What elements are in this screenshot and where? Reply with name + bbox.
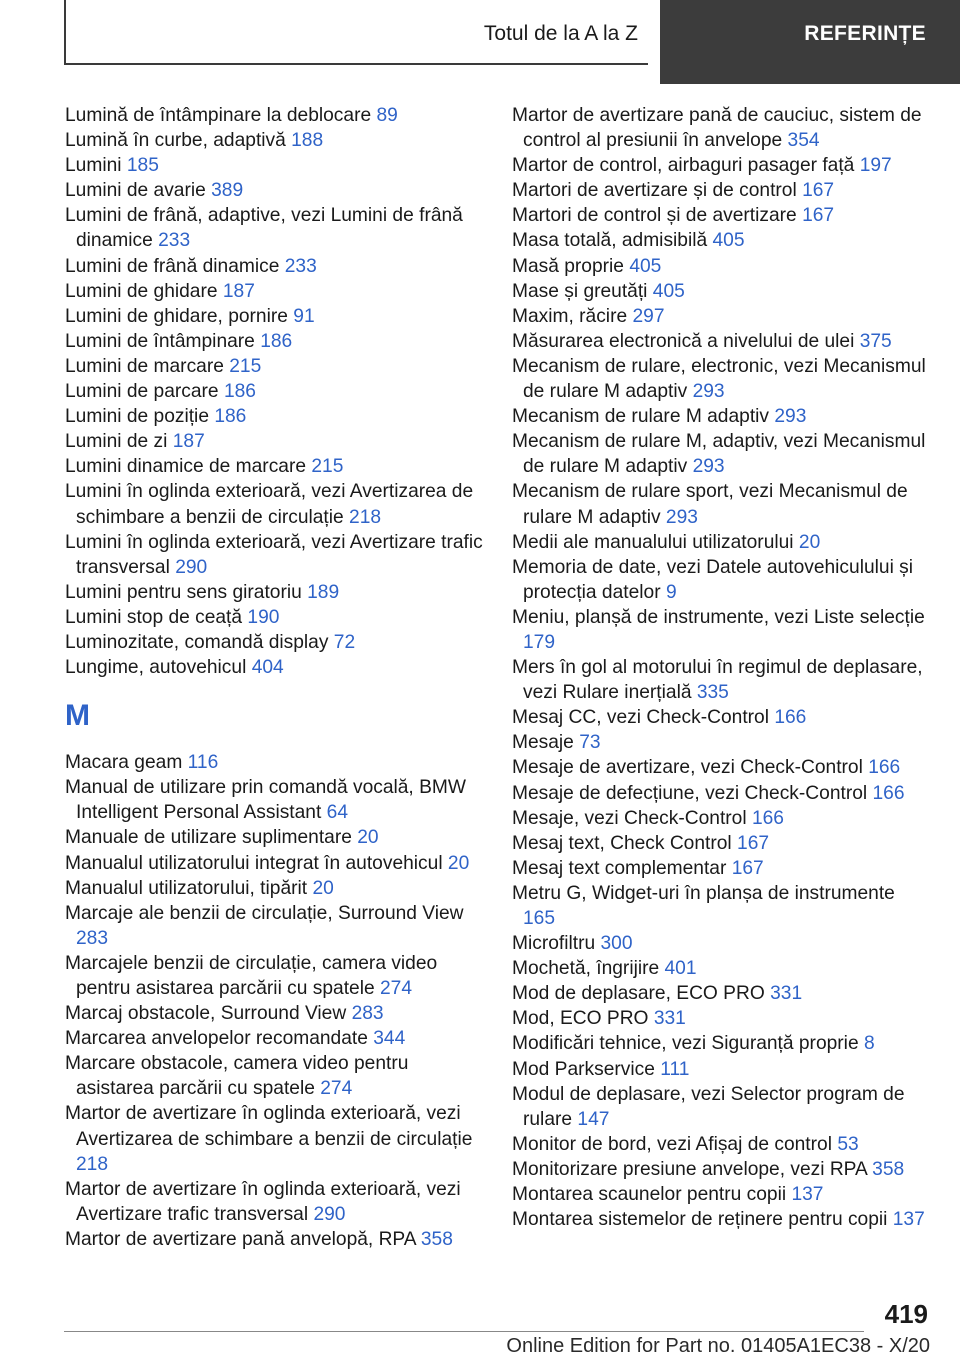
index-entry-page-link[interactable]: 73 [579, 732, 601, 754]
index-entry-page-link[interactable]: 91 [293, 305, 315, 327]
index-entry [65, 825, 485, 850]
header-chapter-label: REFERINȚE [804, 22, 926, 45]
index-entry-text: Masă proprie [512, 255, 624, 277]
index-entry [65, 1026, 485, 1051]
index-entry-page-link[interactable]: 111 [660, 1058, 690, 1080]
index-entry [65, 329, 485, 354]
index-entry [65, 775, 485, 825]
index-entry [512, 856, 932, 881]
index-entry-text: Mod Parkservice [512, 1058, 655, 1080]
index-entries-right [512, 103, 932, 1232]
index-entry [512, 279, 932, 304]
index-entry-text: Lumini de avarie [65, 180, 206, 202]
index-entry-text: Lumini în oglinda exterioară, vezi Avertizare trafic transversal [65, 531, 483, 578]
index-entry-page-link[interactable]: 137 [791, 1184, 824, 1206]
index-entry-text: Lumină de întâmpinare la deblocare [65, 105, 372, 126]
header-chapter-tab [660, 0, 960, 84]
index-entry-text: Mesaj CC, vezi Check-Control [512, 707, 769, 729]
index-entry-text: Manualul utilizatorului, tipărit [65, 877, 308, 899]
index-entry-text: Lumini dinamice de marcare [65, 456, 307, 478]
index-entry-page-link[interactable]: 358 [420, 1228, 453, 1250]
index-entry [65, 1227, 485, 1252]
index-entry [512, 831, 932, 856]
index-entry-text: Mase și greutăți [512, 280, 648, 302]
index-entry-page-link[interactable]: 405 [712, 230, 745, 252]
index-entry [65, 379, 485, 404]
index-entry [512, 304, 932, 329]
index-entry-text: Lumini stop de ceață [65, 606, 243, 628]
index-entry [65, 1177, 485, 1227]
index-entry [512, 1207, 932, 1232]
index-entry-page-link[interactable]: 167 [737, 832, 770, 854]
index-entry [512, 1157, 932, 1182]
index-entry [65, 951, 485, 1001]
index-entry [512, 1082, 932, 1132]
index-entry-page-link[interactable]: 166 [868, 757, 901, 779]
index-entry-page-link[interactable]: 331 [770, 983, 803, 1005]
index-entry-text: Martor de avertizare în oglinda exterioară, vezi Avertizare trafic transversal [65, 1178, 461, 1225]
index-entry [512, 1006, 932, 1031]
index-entry-page-link[interactable]: 274 [379, 978, 412, 999]
index-entry-text: Martor de avertizare în oglinda exterioară, vezi Avertizarea de schimbare a benzii de circulație [65, 1103, 473, 1150]
index-entry-page-link[interactable]: 233 [284, 255, 317, 277]
index-entry-page-link[interactable]: 9 [665, 581, 677, 603]
index-entry [512, 404, 932, 429]
index-entry-text: Montarea sistemelor de reținere pentru copii [512, 1209, 888, 1231]
index-entry-page-link[interactable]: 186 [260, 330, 293, 352]
index-entry [65, 580, 485, 605]
index-entry-text: Manualul utilizatorului integrat în autovehicul [65, 852, 443, 874]
index-entry-text: Lumini de ghidare, pornire [65, 305, 288, 327]
index-entry-page-link[interactable]: 300 [600, 933, 633, 955]
index-entry-page-link[interactable]: 344 [373, 1028, 406, 1050]
index-entry-text: Lumini de frână, adaptive, vezi Lumini de frână dinamice [65, 205, 463, 252]
index-entry [65, 479, 485, 529]
index-entry-page-link[interactable]: 167 [802, 180, 835, 202]
index-entry-text: Mesaje, vezi Check-Control [512, 807, 747, 829]
index-entry-page-link[interactable]: 283 [351, 1003, 384, 1025]
index-entry-text: Mesaj text, Check Control [512, 832, 732, 854]
index-entry-page-link[interactable]: 293 [665, 506, 698, 528]
index-entry-page-link[interactable]: 166 [774, 707, 807, 729]
index-entry-text: Microfiltru [512, 933, 596, 955]
index-entry-text: Marcaj obstacole, Surround View [65, 1003, 347, 1025]
index-entry [65, 279, 485, 304]
index-entry-text: Manual de utilizare prin comandă vocală, BMW Intelligent Personal Assistant [65, 777, 466, 824]
index-entry-page-link[interactable]: 72 [333, 631, 356, 653]
index-entry [512, 479, 932, 529]
index-entry-page-link[interactable]: 401 [664, 958, 697, 980]
index-entry [512, 555, 932, 605]
index-entry-page-link[interactable]: 167 [802, 205, 835, 227]
index-entry-text: Medii ale manualului utilizatorului [512, 531, 794, 553]
index-entry-page-link[interactable]: 405 [652, 280, 685, 302]
index-entry [65, 1101, 485, 1176]
index-entry-page-link[interactable]: 404 [251, 657, 284, 679]
index-entry-text: Mochetă, îngrijire [512, 958, 660, 980]
index-entry-text: Lumini pentru sens giratoriu [65, 581, 302, 603]
index-entry-text: Mecanism de rulare, electronic, vezi Mecanismul de rulare M adaptiv [512, 355, 926, 403]
index-entries-l [65, 103, 485, 680]
index-entry-page-link[interactable]: 354 [787, 130, 820, 152]
index-entry [512, 755, 932, 780]
index-entry-page-link[interactable]: 293 [692, 381, 725, 403]
index-entry-text: Mesaje de avertizare, vezi Check-Control [512, 757, 863, 779]
index-entry-page-link[interactable]: 187 [172, 431, 205, 453]
index-entry [65, 876, 485, 901]
index-entry-text: Montarea scaunelor pentru copii [512, 1184, 787, 1206]
index-entry-page-link[interactable]: 290 [313, 1203, 346, 1225]
index-entry-page-link[interactable]: 405 [629, 255, 662, 277]
index-entry-text: Luminozitate, comandă display [65, 631, 329, 653]
index-entry-page-link[interactable]: 64 [326, 802, 349, 824]
index-entry-text: Lumini de frână dinamice [65, 255, 280, 277]
section-letter-m: M [65, 699, 90, 733]
index-entry-page-link[interactable]: 185 [126, 155, 159, 177]
index-entry-page-link[interactable]: 290 [175, 556, 208, 578]
index-entry [65, 203, 485, 253]
index-column-right [512, 103, 932, 1232]
index-entry [512, 705, 932, 730]
index-entry [512, 655, 932, 705]
index-entry [512, 228, 932, 253]
index-entry [65, 901, 485, 951]
index-entry [512, 1031, 932, 1056]
index-entry-page-link[interactable]: 166 [751, 807, 784, 829]
index-entry-page-link[interactable]: 20 [798, 531, 821, 553]
index-entry-text: Metru G, Widget-uri în planșa de instrumente [512, 882, 895, 904]
index-entry-text: Martor de avertizare pană de cauciuc, sistem de control al presiunii în anvelope [512, 105, 922, 152]
index-entry [65, 304, 485, 329]
index-entry [65, 429, 485, 454]
index-entry-page-link[interactable]: 188 [291, 130, 324, 152]
index-entry-page-link[interactable]: 116 [187, 752, 219, 774]
index-entry-text: Lumini de zi [65, 431, 168, 453]
index-entry-text: Monitor de bord, vezi Afișaj de control [512, 1133, 832, 1155]
index-entry [512, 730, 932, 755]
index-entry-text: Monitorizare presiune anvelope, vezi RPA [512, 1158, 867, 1180]
index-entry-text: Lumină în curbe, adaptivă [65, 130, 286, 152]
index-entry-page-link[interactable]: 375 [859, 330, 892, 352]
index-entry-text: Lumini de ghidare [65, 280, 218, 302]
index-entry-text: Modificări tehnice, vezi Siguranță proprie [512, 1033, 859, 1055]
index-entry-text: Marcajele benzii de circulație, camera video pentru asistarea parcării cu spatele [65, 952, 438, 999]
index-entry-page-link[interactable]: 137 [892, 1209, 925, 1231]
footer-rule [64, 1331, 864, 1332]
index-entry [65, 178, 485, 203]
index-entry [65, 530, 485, 580]
index-entry-page-link[interactable]: 186 [223, 381, 256, 403]
index-entry-text: Mers în gol al motorului în regimul de deplasare, vezi Rulare inerțială [512, 657, 923, 704]
index-entry [512, 881, 932, 931]
index-entry-text: Măsurarea electronică a nivelului de ulei [512, 330, 855, 352]
index-entry-page-link[interactable]: 335 [696, 682, 729, 704]
header-section-title: Totul de la A la Z [483, 22, 638, 45]
index-entry-text: Manuale de utilizare suplimentare [65, 827, 352, 849]
index-entry [65, 1001, 485, 1026]
index-entry [512, 806, 932, 831]
index-entry-page-link[interactable]: 331 [653, 1008, 686, 1030]
header-left-rule [64, 0, 66, 64]
index-entry-text: Martor de control, airbaguri pasager față [512, 155, 855, 177]
index-entry-text: Mecanism de rulare M, adaptiv, vezi Mecanismul de rulare M adaptiv [512, 431, 926, 478]
index-entry [65, 404, 485, 429]
index-entry [512, 354, 932, 404]
index-entry-text: Mesaje [512, 732, 574, 754]
index-entry-page-link[interactable]: 147 [577, 1108, 610, 1130]
index-entry-text: Lungime, autovehicul [65, 657, 247, 679]
index-entry-text: Modul de deplasare, vezi Selector program de rulare [512, 1083, 905, 1130]
index-entry [65, 354, 485, 379]
index-entry [512, 329, 932, 354]
index-entry-page-link[interactable]: 215 [311, 456, 344, 478]
index-entry-page-link[interactable]: 166 [872, 782, 905, 804]
index-entry-page-link[interactable]: 167 [731, 857, 764, 879]
index-entry-text: Lumini în oglinda exterioară, vezi Avertizarea de schimbare a benzii de circulație [65, 481, 474, 528]
index-entry-page-link[interactable]: 89 [376, 105, 398, 126]
index-entry [512, 429, 932, 479]
index-entry [512, 931, 932, 956]
index-entry-text: Marcaje ale benzii de circulație, Surround View [65, 902, 464, 924]
index-entry [65, 750, 485, 775]
index-entry-text: Memoria de date, vezi Datele autovehiculului și protecția datelor [512, 556, 914, 603]
index-entry-page-link[interactable]: 389 [211, 180, 244, 202]
index-entry-page-link[interactable]: 186 [214, 406, 247, 428]
index-entry-page-link[interactable]: 197 [859, 155, 892, 177]
footer-edition-text: Online Edition for Part no. 01405A1EC38 - X/20 [506, 1335, 930, 1357]
index-entry [512, 956, 932, 981]
index-entry-page-link[interactable]: 190 [247, 606, 280, 628]
header-rule [64, 63, 648, 65]
index-entry [512, 1057, 932, 1082]
index-entry [65, 254, 485, 279]
index-entries-m [65, 750, 485, 1252]
index-entry-page-link[interactable]: 233 [158, 230, 191, 252]
index-entry-page-link[interactable]: 20 [357, 827, 379, 849]
index-entry [65, 103, 485, 128]
index-entry [65, 851, 485, 876]
index-entry-text: Lumini de parcare [65, 381, 219, 403]
index-entry-page-link[interactable]: 20 [312, 877, 334, 899]
index-entry-text: Mecanism de rulare M adaptiv [512, 406, 770, 428]
index-entry-page-link[interactable]: 293 [692, 456, 725, 478]
index-entry [512, 153, 932, 178]
index-entry-text: Maxim, răcire [512, 305, 628, 327]
index-entry [512, 1132, 932, 1157]
index-entry-page-link[interactable]: 358 [872, 1158, 905, 1180]
index-entry-page-link[interactable]: 165 [523, 908, 556, 929]
index-entry [512, 981, 932, 1006]
index-entry [512, 1182, 932, 1207]
index-entry-text: Lumini [65, 155, 122, 177]
index-entry-text: Mesaje de defecțiune, vezi Check-Control [512, 782, 868, 804]
index-entry [512, 254, 932, 279]
index-entry-page-link[interactable]: 218 [76, 1153, 109, 1175]
index-entry [512, 178, 932, 203]
index-entry [512, 605, 932, 655]
index-entry-page-link[interactable]: 8 [863, 1033, 875, 1055]
index-entry-text: Masa totală, admisibilă [512, 230, 708, 252]
index-entry-page-link[interactable]: 53 [837, 1133, 859, 1155]
index-entry-page-link[interactable]: 215 [229, 355, 262, 377]
index-entry-text: Lumini de întâmpinare [65, 330, 255, 352]
index-entry-text: Mesaj text complementar [512, 857, 727, 879]
index-entry [512, 530, 932, 555]
index-entry [512, 203, 932, 228]
index-entry-text: Marcare obstacole, camera video pentru asistarea parcării cu spatele [65, 1053, 409, 1100]
index-column-left [65, 103, 485, 1252]
index-entry-text: Lumini de marcare [65, 355, 224, 377]
index-entry-text: Marcarea anvelopelor recomandate [65, 1028, 368, 1050]
index-entry-text: Lumini de poziție [65, 406, 209, 428]
index-entry [512, 103, 932, 153]
index-entry-text: Martori de control și de avertizare [512, 205, 797, 227]
index-entry-page-link[interactable]: 187 [222, 280, 255, 302]
index-entry-page-link[interactable]: 189 [307, 581, 340, 603]
index-entry-page-link[interactable]: 218 [349, 506, 382, 528]
index-entry-page-link[interactable]: 274 [320, 1078, 353, 1100]
index-entry-page-link[interactable]: 293 [774, 406, 807, 428]
index-entry-text: Meniu, planșă de instrumente, vezi Liste selecție [512, 606, 925, 628]
index-entry-page-link[interactable]: 20 [447, 852, 470, 874]
index-entry-page-link[interactable]: 179 [523, 631, 556, 653]
index-entry-text: Mod, ECO PRO [512, 1008, 649, 1030]
index-entry-text: Martor de avertizare pană anvelopă, RPA [65, 1228, 416, 1250]
index-entry-text: Macara geam [65, 752, 183, 774]
index-entry [65, 454, 485, 479]
index-entry-page-link[interactable]: 283 [76, 927, 109, 949]
index-entry-text: Martori de avertizare și de control [512, 180, 797, 202]
index-entry-text: Mecanism de rulare sport, vezi Mecanismul de rulare M adaptiv [512, 481, 908, 528]
page-number: 419 [884, 1299, 928, 1329]
index-entry [65, 153, 485, 178]
index-entry-page-link[interactable]: 297 [632, 305, 665, 327]
index-entry-text: Mod de deplasare, ECO PRO [512, 983, 765, 1005]
index-entry [65, 605, 485, 630]
index-entry [65, 630, 485, 655]
index-entry [512, 781, 932, 806]
index-entry [65, 1051, 485, 1101]
index-entry [65, 655, 485, 680]
index-entry [65, 128, 485, 153]
